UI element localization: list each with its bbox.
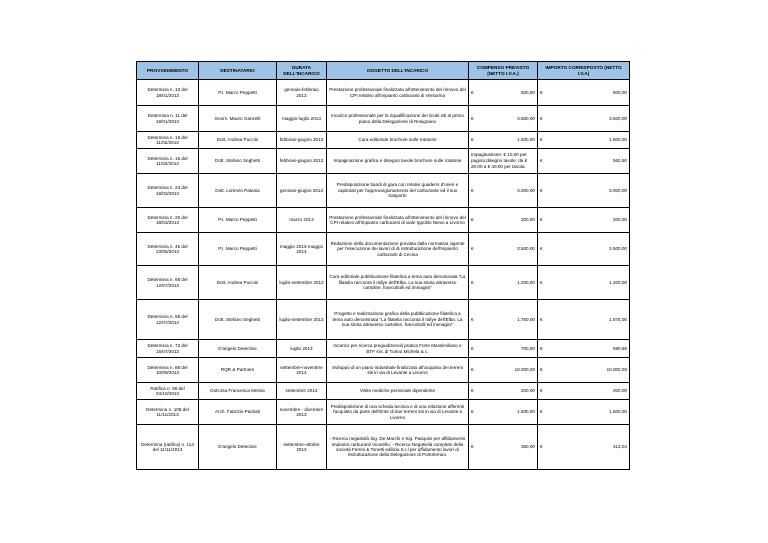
cell-durata: settembre-novembre 2013 (277, 358, 327, 383)
amount-value: 10.000,00 (606, 367, 627, 373)
cell-importo (538, 174, 630, 208)
cell-importo (538, 132, 630, 149)
cell-destinatario: P.I. Marco Peppetti (199, 208, 277, 233)
cell-importo (538, 383, 630, 400)
cell-provvedimento: Determina n. 88 del 10/09/2013 (137, 358, 199, 383)
table-row (137, 425, 630, 470)
header-destinatario: DESTINATARIO (199, 62, 277, 80)
header-oggetto: OGGETTO DELL'INCARICO (327, 62, 469, 80)
euro-sign: € (471, 137, 474, 143)
cell-compenso (469, 233, 538, 266)
cell-compenso (469, 208, 538, 233)
table-row (137, 149, 630, 174)
cell-oggetto: Prestazione professionale finalizzata all'ottenimento del rinnovo del CPI relativo all'impianto carburanti di Venturina (327, 80, 469, 106)
amount-value: 1.750,00 (517, 316, 535, 322)
cell-destinatario: Dott. Andrea Puccini (199, 132, 277, 149)
euro-sign: € (471, 279, 474, 285)
cell-oggetto: Predisposizione di una scheda tecnica e di una relazione afferenti l'acquisto da parte dell'Ente di due terreni siti in via di Levante a Livorno (327, 400, 469, 425)
table-row (137, 358, 630, 383)
amount-value: 200,00 (520, 388, 535, 394)
euro-sign: € (540, 444, 543, 450)
amount-value: 3.000,00 (609, 187, 627, 193)
cell-compenso-note: Impaginazione: € 10,00 per pagina;disegno tavole: da € 20,00 a € 40,00 per tavola. (469, 149, 538, 174)
table-row (137, 340, 630, 358)
cell-destinatario: D'angelo Detective (199, 340, 277, 358)
euro-sign: € (540, 409, 543, 415)
table-row (137, 132, 630, 149)
cell-durata: gennaio-febbraio 2013 (277, 80, 327, 106)
cell-durata: gennaio-giugno 2013 (277, 174, 327, 208)
euro-sign: € (471, 409, 474, 415)
euro-sign: € (471, 217, 474, 223)
amount-value: 1.600,00 (609, 137, 627, 143)
cell-importo (538, 208, 630, 233)
cell-destinatario: Geom. Mauro Ganzelli (199, 106, 277, 132)
cell-importo (538, 400, 630, 425)
cell-importo (538, 149, 630, 174)
cell-destinatario: Dott. Lorenzo Patania (199, 174, 277, 208)
cell-oggetto: Incarico per ricerca pregiudizievoli pratica Forte Massimiliano e BTF snc di Turino Michela & c. (327, 340, 469, 358)
euro-sign: € (540, 115, 543, 121)
cell-importo (538, 425, 630, 470)
table-row (137, 300, 630, 340)
euro-sign: € (471, 345, 474, 351)
amount-value: 3.500,00 (609, 246, 627, 252)
table-row (137, 233, 630, 266)
table-row (137, 400, 630, 425)
euro-sign: € (540, 316, 543, 322)
euro-sign: € (471, 367, 474, 373)
cell-destinatario: D'angelo Detective (199, 425, 277, 470)
euro-sign: € (540, 367, 543, 373)
cell-provvedimento: Determina n. 15 del 11/02/2013 (137, 149, 199, 174)
cell-oggetto: - Ricerca negatività Sig. De Marchi e Sig. Pasquini per affidamento impianto carburanti Vicarello; - Ricerca Negatività complete della società Ferrini & Tonetti edilizia S.r.l per affidamento lavori di ristrutturazione della Delegazione di Portoferraio. (327, 425, 469, 470)
table-row (137, 174, 630, 208)
amount-value: 200,00 (520, 217, 535, 223)
cell-destinatario: P.I. Marco Peppetti (199, 233, 277, 266)
amount-value: 1.500,00 (609, 409, 627, 415)
amount-value: 1.200,00 (517, 279, 535, 285)
header-importo: IMPORTO CORRISPOSTO (NETTO I.V.A) (538, 62, 630, 80)
table-row (137, 266, 630, 300)
euro-sign: € (471, 444, 474, 450)
amount-value: 3.500,00 (517, 246, 535, 252)
cell-importo (538, 266, 630, 300)
cell-destinatario: RQR & Partners (199, 358, 277, 383)
euro-sign: € (471, 388, 474, 394)
amount-value: 3.600,00 (609, 115, 627, 121)
cell-destinatario: P.I. Marco Peppetti (199, 80, 277, 106)
euro-sign: € (540, 89, 543, 95)
euro-sign: € (471, 89, 474, 95)
euro-sign: € (540, 345, 543, 351)
cell-oggetto: Cura editoriale pubblicazione filatelica a tema auto denominata "La filatelia racconta il rallye dell'Elba. La sua storia attraverso cartoline, francobolli ed immagini" (327, 266, 469, 300)
cell-durata: luglio-settembre 2013 (277, 300, 327, 340)
header-durata: DURATA DELL'INCARICO (277, 62, 327, 80)
cell-compenso (469, 358, 538, 383)
cell-oggetto: Progetto e realizzazione grafica della pubblicazione filatelica a tema auto denominata "La filatelia racconta il rallye dell'Elba. La sua storia attraverso cartoline, francobolli ed immagini" (327, 300, 469, 340)
euro-sign: € (540, 279, 543, 285)
amount-value: 200,00 (612, 388, 627, 394)
euro-sign: € (540, 187, 543, 193)
cell-oggetto: Incarico professionale per la riqualificazione dei locali siti al primo piano della Delegazione di Rosignano (327, 106, 469, 132)
cell-oggetto: Sviluppo di un piano industriale finalizzato all'acquisto dei terreni siti in via di Levante a Livorno (327, 358, 469, 383)
cell-importo (538, 106, 630, 132)
cell-oggetto: Prestazione professionale finalizzata all'ottenimento del rinnovo del CPI relativo all'impianto carburanti di viale Ippolito Nievo a Livorno (327, 208, 469, 233)
amount-value: 200,00 (612, 217, 627, 223)
cell-compenso (469, 340, 538, 358)
table-row (137, 80, 630, 106)
header-row (137, 62, 630, 80)
cell-durata: settembre-ottobre 2013 (277, 425, 327, 470)
table-row (137, 208, 630, 233)
cell-provvedimento: Determina n. 15 del 11/02/2013 (137, 132, 199, 149)
cell-oggetto: Redazione della documentazione prevista dalla normativa vigente per l'esecuzione dei lavori di di ristrutturazione dell'impianto carburanti di Cecina (327, 233, 469, 266)
euro-sign: € (540, 137, 543, 143)
cell-durata: febbraio-giugno 2013 (277, 132, 327, 149)
cell-compenso (469, 425, 538, 470)
cell-destinatario: Arch. Fabrizio Paolotti (199, 400, 277, 425)
table-row (137, 383, 630, 400)
euro-sign: € (471, 316, 474, 322)
euro-sign: € (540, 158, 543, 164)
cell-oggetto: Impaginazione grafica e disegno tavole brochure sulle rotatorie (327, 149, 469, 174)
amount-value: 1.875,00 (609, 316, 627, 322)
incarichi-table (136, 61, 630, 470)
amount-value: 562,50 (612, 158, 627, 164)
cell-destinatario: Dott. Stefano Seghetti (199, 300, 277, 340)
cell-provvedimento: Determina (ratifica) n. 114 del 11/11/2013 (137, 425, 199, 470)
amount-value: 690,56 (612, 345, 627, 351)
cell-compenso (469, 383, 538, 400)
cell-durata: maggio 2013-maggio 2014 (277, 233, 327, 266)
cell-provvedimento: Determina n. 108 del 11/11/2013 (137, 400, 199, 425)
amount-value: 350,00 (520, 444, 535, 450)
euro-sign: € (540, 388, 543, 394)
cell-provvedimento: Ratifica n. 98 del 04/10/2013 (137, 383, 199, 400)
cell-compenso (469, 106, 538, 132)
cell-durata: luglio-settembre 2013 (277, 266, 327, 300)
cell-provvedimento: Determina n. 68 del 12/07/2013 (137, 300, 199, 340)
cell-compenso (469, 300, 538, 340)
amount-value: 10.000,00 (514, 367, 535, 373)
header-provvedimento: PROVVEDIMENTO (137, 62, 199, 80)
amount-value: 3.000,00 (517, 187, 535, 193)
amount-value: 700,00 (520, 345, 535, 351)
euro-sign: € (471, 187, 474, 193)
cell-provvedimento: Determina n. 25 del 18/03/2013 (137, 208, 199, 233)
cell-provvedimento: Determina n. 10 del 18/01/2013 (137, 80, 199, 106)
cell-provvedimento: Determina n. 23 del 18/03/2013 (137, 174, 199, 208)
amount-value: 3.600,00 (517, 115, 535, 121)
cell-compenso (469, 132, 538, 149)
cell-durata: maggio-luglio 2013 (277, 106, 327, 132)
cell-oggetto: Cura editoriale brochure sulle rotatorie (327, 132, 469, 149)
cell-importo (538, 300, 630, 340)
cell-compenso (469, 266, 538, 300)
table-row (137, 106, 630, 132)
cell-durata: luglio 2013 (277, 340, 327, 358)
cell-importo (538, 80, 630, 106)
cell-importo (538, 340, 630, 358)
cell-provvedimento: Determina n. 45 del 23/05/2013 (137, 233, 199, 266)
cell-compenso (469, 174, 538, 208)
cell-durata: settembre 2013 (277, 383, 327, 400)
cell-provvedimento: Determina n. 72 del 15/07/2013 (137, 340, 199, 358)
amount-value: 500,00 (612, 89, 627, 95)
cell-destinatario: Dott.ssa Francesca Messa (199, 383, 277, 400)
cell-compenso (469, 400, 538, 425)
cell-durata: novembre - dicembre 2013 (277, 400, 327, 425)
cell-oggetto: Visite mediche personale dipendente (327, 383, 469, 400)
euro-sign: € (471, 115, 474, 121)
cell-provvedimento: Determina n. 68 del 12/07/2013 (137, 266, 199, 300)
euro-sign: € (471, 246, 474, 252)
amount-value: 313,04 (612, 444, 627, 450)
cell-importo (538, 233, 630, 266)
euro-sign: € (540, 217, 543, 223)
cell-destinatario: Dott. Stefano Seghetti (199, 149, 277, 174)
amount-value: 500,00 (520, 89, 535, 95)
header-compenso: COMPENSO PREVISTO (NETTO I.V.A.) (469, 62, 538, 80)
cell-compenso (469, 80, 538, 106)
cell-durata: marzo 2013 (277, 208, 327, 233)
cell-durata: febbraio-giugno 2013 (277, 149, 327, 174)
cell-provvedimento: Determina n. 11 del 18/01/2013 (137, 106, 199, 132)
cell-oggetto: Predisposizione bandi di gara con relativi quaderni d'oneri e capitolati per l'approvvigionamento del carburante ed il suo trasporto (327, 174, 469, 208)
amount-value: 1.200,00 (609, 279, 627, 285)
cell-destinatario: Dott. Andrea Puccini (199, 266, 277, 300)
cell-importo (538, 358, 630, 383)
amount-value: 1.500,00 (517, 409, 535, 415)
euro-sign: € (540, 246, 543, 252)
amount-value: 1.600,00 (517, 137, 535, 143)
